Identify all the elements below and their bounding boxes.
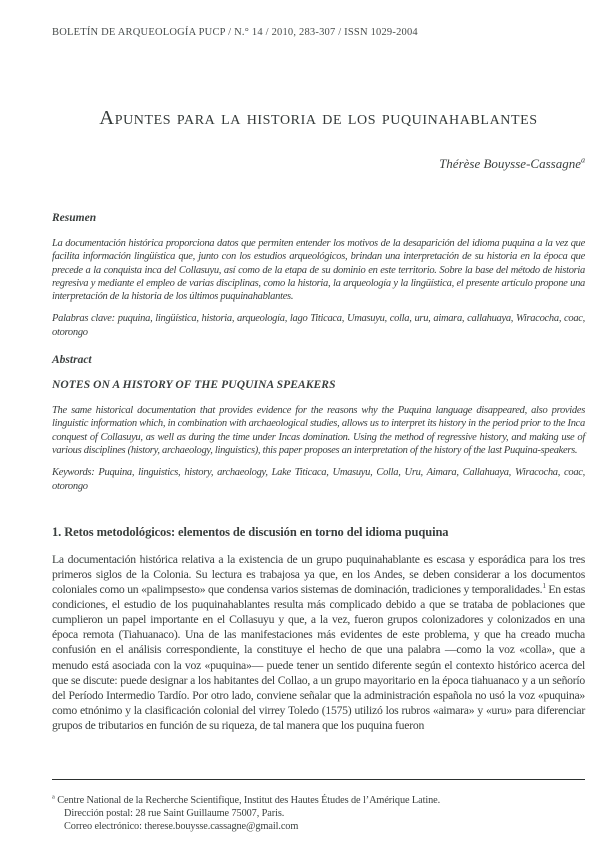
abstract-text: The same historical documentation that provides evidence for the reasons why the Puquina language disappeared, also provides linguistic information which, in combination with archaeological studies, allows us to interpret its history in the period prior to the Inca conquest of Collasuyu, as well as during the time under Incas domination. Using the method of regressive history, and making use of various disciplines (history, archaeology, linguistics), this paper proposes an interpretation of the history of the last Puquina-speakers. bbox=[52, 405, 585, 456]
resumen-keywords: Palabras clave: puquina, lingüística, historia, arqueología, lago Titicaca, Umasuyu, colla, uru, aimara, callahuaya, Wiracocha, coac, otorongo bbox=[52, 313, 585, 338]
footnote-1-reference: 1 bbox=[542, 582, 546, 591]
section-1-paragraph bbox=[52, 552, 585, 733]
abstract-keywords: Keywords: Puquina, linguistics, history, archaeology, Lake Titicaca, Umasuyu, Colla, Uru, Aimara, Callahuaya, Wiracocha, coac, otorongo bbox=[52, 467, 585, 492]
resumen-heading: Resumen bbox=[52, 212, 97, 224]
journal-header: BOLETÍN DE ARQUEOLOGÍA PUCP / N.° 14 / 2010, 283-307 / ISSN 1029-2004 bbox=[52, 27, 418, 38]
page-content bbox=[52, 0, 585, 733]
footnote-rule bbox=[52, 779, 585, 780]
section-1-heading: 1. Retos metodológicos: elementos de discusión en torno del idioma puquina bbox=[52, 524, 449, 539]
footnote-postal-address: Dirección postal: 28 rue Saint Guillaume 75007, Paris. bbox=[64, 808, 285, 820]
author-note-mark: a bbox=[580, 155, 585, 165]
section-1-paragraph-part2: En estas condiciones, el estudio de los puquinahablantes resulta más complicado debido a que se trataba de poblaciones que cumplieron un papel importante en el Collasuyu y que, a la vez, fueron grupos colonizadores y colonizados en una época remota (Tiahuanaco). Una de las manifestaciones más evidentes de este problema, y que ha creado mucha confusión en el análisis correspondiente, la constituye el hecho de que una palabra —como la voz «colla», que a menudo está asociada con la voz «puquina»— puede tener un sentido diferente según el contexto histórico acerca del que se discute: puede designar a los habitantes del Collao, a un grupo mayoritario en la época tiahuanaco y a un señorío del Período Intermedio Tardío. Por otro lado, conviene señalar que la administración española no usó la voz «puquina» como etnónimo y la clasificación colonial del virrey Toledo (1575) utilizó los rubros «aimara» y «uru» para diferenciar grupos de tributarios en función de su riqueza, de tal manera que los puquina fueron bbox=[52, 583, 585, 732]
abstract-heading: Abstract bbox=[52, 354, 92, 367]
footnote-affiliation-line bbox=[52, 794, 585, 807]
section-1-paragraph-part1: La documentación histórica relativa a la existencia de un grupo puquinahablante es escasa y esporádica para los tres primeros siglos de la Colonia. Su lectura es trabajosa ya que, en los Andes, se deben considerar a los documentos coloniales como un «palimpsesto» que condensa varios sistemas de dominación, tradiciones y temporalidades. bbox=[52, 552, 585, 597]
footnote-text bbox=[52, 794, 585, 834]
footnote-block bbox=[52, 779, 585, 834]
article-title: Apuntes para la historia de los puquinahablantes bbox=[99, 107, 538, 129]
author-line bbox=[52, 156, 585, 171]
footnote-marker: a bbox=[52, 793, 55, 801]
footnote-email: Correo electrónico: therese.bouysse.cassagne@gmail.com bbox=[64, 821, 299, 833]
resumen-text: La documentación histórica proporciona datos que permiten entender los motivos de la desaparición del idioma puquina a la vez que facilita información lingüística que, junto con los estudios arqueológicos, brindan una interpretación de su historia en la época que precede a la conquista inca del Collasuyu, así como de la etapa de su dominio en este territorio. Sobre la base del método de historia regresiva y mediante el empleo de varias disciplinas, como la historia, la arqueología y la lingüística, el presente artículo propone una interpretación de la historia de los últimos puquinahablantes. bbox=[52, 238, 585, 303]
abstract-english-title: NOTES ON A HISTORY OF THE PUQUINA SPEAKERS bbox=[52, 379, 336, 392]
author-name: Thérèse Bouysse-Cassagne bbox=[439, 156, 581, 171]
footnote-affiliation: Centre National de la Recherche Scientifique, Institut des Hautes Études de l’Amérique Latine. bbox=[57, 795, 441, 806]
